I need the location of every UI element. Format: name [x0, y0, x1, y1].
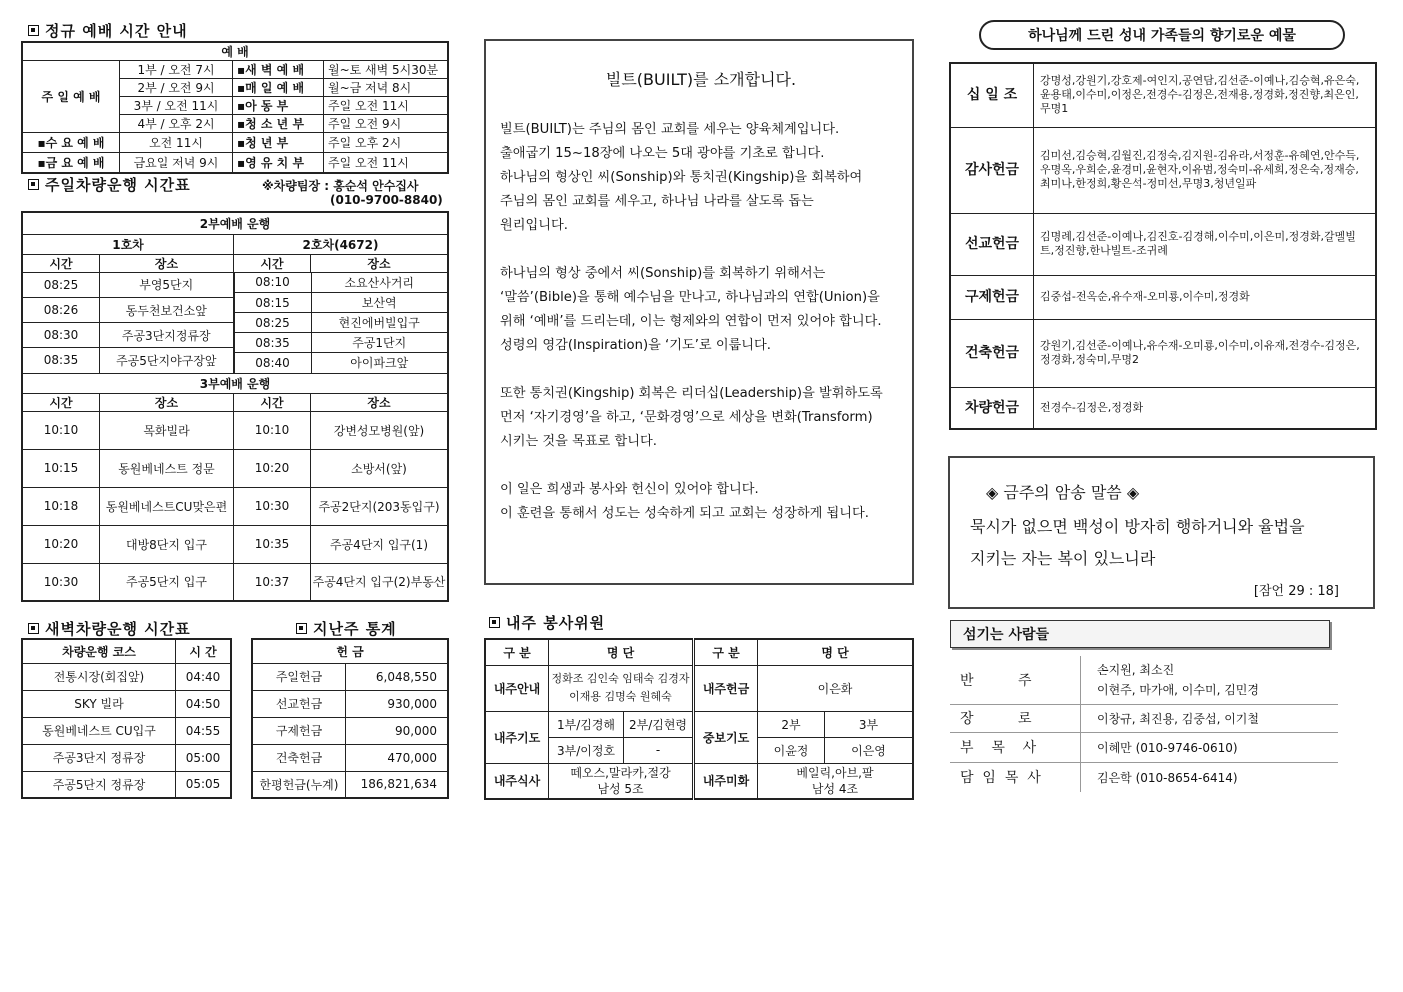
- stats-value: 90,000: [346, 717, 449, 744]
- duty-name: 남성 4조: [811, 781, 859, 796]
- dawn-time: 04:50: [176, 690, 232, 717]
- bus-car1-header: 1호차: [22, 234, 234, 254]
- built-line: 이 훈련을 통해서 성도는 성숙하게 되고 교회는 성장하게 됩니다.: [500, 506, 869, 521]
- bus-time: 08:15: [234, 293, 311, 313]
- servant-role: 장 로: [950, 704, 1081, 732]
- worship-header: 예 배: [22, 42, 448, 61]
- col-names: 명 단: [758, 639, 914, 665]
- col-time: 시간: [22, 254, 100, 272]
- verse-title: ◈ 금주의 암송 말씀 ◈: [986, 483, 1140, 502]
- bus-place: 소요산사거리: [311, 273, 447, 293]
- bus-time: 10:35: [234, 525, 311, 563]
- duty-name: 베일릭,아브,팔: [796, 765, 874, 780]
- bus-time: 10:30: [234, 487, 311, 525]
- bus-place: 아이파크앞: [311, 353, 447, 373]
- bus-place: 현진에버빌입구: [311, 313, 447, 333]
- square-bullet-icon: [489, 617, 500, 628]
- duty-name: -: [624, 737, 694, 763]
- col-place: 장소: [100, 254, 234, 272]
- worship-label: ▪금 요 예 배: [22, 153, 120, 173]
- bus-time: 10:37: [234, 563, 311, 601]
- worship-label: ▪영 유 치 부: [233, 153, 324, 173]
- bus-place: 주공3단지정류장: [100, 323, 234, 348]
- bus-time: 08:35: [234, 333, 311, 353]
- duty-name: 남성 5조: [597, 781, 644, 796]
- worship-time: 4부 / 오후 2시: [120, 115, 233, 133]
- square-bullet-icon: [296, 623, 307, 634]
- built-line: 빌트(BUILT)는 주님의 몸인 교회를 세우는 양육체계입니다.: [500, 122, 840, 137]
- built-line: 위해 ‘예배’를 드리는데, 이는 형제와의 연합이 먼저 있어야 합니다.: [500, 314, 882, 329]
- offering-names: 강원기,김선준-이예나,유수재-오미룡,이수미,이유재,전경수-김정은,정경화,정숙미,무명2: [1034, 319, 1377, 387]
- col-time: 시간: [234, 254, 311, 272]
- stats-header: 헌 금: [252, 639, 448, 663]
- bus-time: 10:20: [22, 525, 100, 563]
- servant-role: 부 목 사: [950, 732, 1081, 762]
- offering-label: 선교헌금: [950, 213, 1034, 275]
- bus-place: 동두천보건소앞: [100, 298, 234, 323]
- dawn-course: 주공3단지 정류장: [22, 744, 176, 771]
- bus-time: 10:30: [22, 563, 100, 601]
- bus-time: 08:30: [23, 323, 100, 348]
- bus-time: 10:10: [234, 411, 311, 449]
- stats-label: 한평헌금(누계): [252, 771, 346, 798]
- worship-time: 금요일 저녁 9시: [120, 153, 233, 173]
- bus-time: 08:26: [23, 298, 100, 323]
- worship-time: 3부 / 오전 11시: [120, 97, 233, 115]
- built-line: 성령의 영감(Inspiration)을 ‘기도’로 이룹니다.: [500, 338, 771, 353]
- bus-time: 10:15: [22, 449, 100, 487]
- verse-box: [948, 456, 1375, 609]
- worship-label: ▪매 일 예 배: [233, 79, 324, 97]
- duty-label: 내주안내: [485, 665, 549, 711]
- bus-place: 목화빌라: [100, 411, 234, 449]
- duty-name: 3부: [825, 711, 914, 737]
- dawn-time: 04:40: [176, 663, 232, 690]
- duty-name: 2부: [758, 711, 825, 737]
- duty-label: 내주기도: [485, 711, 549, 763]
- duty-name: 2부/김현령: [624, 711, 694, 737]
- worship-time: 주일 오후 2시: [324, 133, 449, 153]
- servant-role: 반 주: [950, 656, 1081, 704]
- verse-line: 지키는 자는 복이 있느니라: [970, 549, 1156, 568]
- built-line: 출애굽기 15~18장에 나오는 5대 광야를 기초로 합니다.: [500, 146, 825, 161]
- offering-label: 감사헌금: [950, 127, 1034, 213]
- bus-place: 부영5단지: [100, 273, 234, 298]
- servant-names: 이현주, 마가애, 이수미, 김민경: [1097, 682, 1259, 697]
- stats-value: 6,048,550: [346, 663, 449, 690]
- built-line: 이 일은 희생과 봉사와 헌신이 있어야 합니다.: [500, 482, 759, 497]
- col-place: 장소: [100, 393, 234, 411]
- bus-table: [21, 211, 449, 602]
- col-division: 구 분: [694, 639, 758, 665]
- bus-time: 10:10: [22, 411, 100, 449]
- bus-time: 10:18: [22, 487, 100, 525]
- servant-names: 김은학 (010-8654-6414): [1097, 770, 1238, 785]
- worship-label: ▪수 요 예 배: [22, 133, 120, 153]
- worship-label: ▪청 소 년 부: [233, 115, 324, 133]
- stats-value: 470,000: [346, 744, 449, 771]
- duty-name: 이재용 김명숙 원혜숙: [569, 690, 672, 703]
- verse-reference: [잠언 29 : 18]: [1253, 584, 1339, 599]
- dawn-course: SKY 빌라: [22, 690, 176, 717]
- col-division: 구 분: [485, 639, 549, 665]
- bus-manager: ※차량팀장 : 홍순석 안수집사: [262, 179, 419, 193]
- col-time: 시간: [22, 393, 100, 411]
- offering-names: 김명례,김선준-이예나,김진호-김경해,이수미,이은미,정경화,갈멜빌트,정진향,한나빌트-조귀례: [1034, 213, 1377, 275]
- offering-label: 차량헌금: [950, 387, 1034, 429]
- duty-table: [484, 638, 914, 800]
- bus-time: 08:25: [234, 313, 311, 333]
- built-line: 주님의 몸인 교회를 세우고, 하나님 나라를 살도록 돕는: [500, 194, 814, 209]
- worship-label: ▪새 벽 예 배: [233, 61, 324, 79]
- worship-time: 주일 오전 11시: [324, 97, 449, 115]
- bus-time: 08:40: [234, 353, 311, 373]
- built-line: 시키는 것을 목표로 합니다.: [500, 434, 657, 449]
- stats-section-title: 지난주 통계: [296, 618, 397, 639]
- bus-place: 보산역: [311, 293, 447, 313]
- built-line: 하나님의 형상인 씨(Sonship)와 통치권(Kingship)을 회복하여: [500, 170, 863, 185]
- bus-time: 10:20: [234, 449, 311, 487]
- duty-label: 내주식사: [485, 763, 549, 799]
- built-line: 원리입니다.: [500, 218, 568, 233]
- servant-role: 담 임 목 사: [950, 762, 1081, 792]
- bus-place: 강변성모병원(앞): [311, 411, 449, 449]
- stats-label: 구제헌금: [252, 717, 346, 744]
- offering-names: 김중섭-전옥순,유수재-오미룡,이수미,정경화: [1034, 275, 1377, 319]
- offering-label: 건축헌금: [950, 319, 1034, 387]
- worship-time: 월~토 새벽 5시30분: [324, 61, 449, 79]
- offering-names: 김미선,김승혁,김월진,김정숙,김지원-김유라,서정훈-유혜연,안수득,우명옥,우희순,윤경미,윤현자,이유범,정숙미-유세희,정은숙,정재승,최미나,한정희,황은석-정미선,무명3,청년일파: [1034, 127, 1377, 213]
- stats-label: 건축헌금: [252, 744, 346, 771]
- offerings-table: [949, 62, 1377, 430]
- duty-name: 이은영: [825, 737, 914, 763]
- duty-name: 이윤정: [758, 737, 825, 763]
- col-time: 시 간: [176, 639, 232, 663]
- built-title: 빌트(BUILT)를 소개합니다.: [605, 70, 797, 89]
- bus-place: 대방8단지 입구: [100, 525, 234, 563]
- dawn-course: 주공5단지 정류장: [22, 771, 176, 798]
- bus-place: 소방서(앞): [311, 449, 449, 487]
- stats-label: 주일헌금: [252, 663, 346, 690]
- bus-time: 08:35: [23, 348, 100, 373]
- offering-names: 강명성,강원기,강호제-여인지,공연담,김선준-이예나,김승혁,유은숙,윤용태,이수미,이정은,전경수-김정은,전재용,정경화,정진향,최은인,무명1: [1034, 63, 1377, 127]
- bus-manager-phone: (010-9700-8840): [330, 193, 443, 207]
- worship-time: 주일 오전 9시: [324, 115, 449, 133]
- servants-title: 섬기는 사람들: [950, 620, 1330, 648]
- worship-time: 1부 / 오전 7시: [120, 61, 233, 79]
- square-bullet-icon: [28, 623, 39, 634]
- square-bullet-icon: [28, 25, 39, 36]
- col-names: 명 단: [549, 639, 694, 665]
- duty-label: 내주미화: [694, 763, 758, 799]
- worship-time: 주일 오전 11시: [324, 153, 449, 173]
- servant-names: 이혜만 (010-9746-0610): [1081, 732, 1339, 762]
- duty-name: 이은화: [758, 665, 914, 711]
- bus-place: 주공5단지 입구: [100, 563, 234, 601]
- worship-label: ▪아 동 부: [233, 97, 324, 115]
- bus-3rd-service-title: 3부예배 운행: [22, 373, 448, 393]
- bus-car2-header: 2호차(4672): [234, 234, 449, 254]
- offerings-title: 하나님께 드린 성내 가족들의 향기로운 예물: [979, 20, 1345, 50]
- built-line: 하나님의 형상 중에서 씨(Sonship)를 회복하기 위해서는: [500, 266, 826, 281]
- worship-time: 오전 11시: [120, 133, 233, 153]
- servant-names: 손지원, 최소진: [1097, 662, 1175, 677]
- duty-name: 떼오스,말라카,절강: [570, 765, 671, 780]
- worship-label-sunday: 주 일 예 배: [22, 61, 120, 133]
- duty-section-title: 내주 봉사위원: [489, 612, 605, 633]
- bus-place: 주공4단지 입구(2)부동산: [311, 563, 449, 601]
- bus-place: 주공4단지 입구(1): [311, 525, 449, 563]
- dawn-time: 05:05: [176, 771, 232, 798]
- servant-names: 이창규, 최진용, 김중섭, 이기철: [1081, 704, 1339, 732]
- worship-label: ▪청 년 부: [233, 133, 324, 153]
- bus-place: 주공1단지: [311, 333, 447, 353]
- bus-place: 동원베네스트 정문: [100, 449, 234, 487]
- bus-place: 주공2단지(203동입구): [311, 487, 449, 525]
- stats-value: 930,000: [346, 690, 449, 717]
- offering-names: 전경수-김정은,정경화: [1034, 387, 1377, 429]
- col-place: 장소: [311, 393, 449, 411]
- worship-time: 월~금 저녁 8시: [324, 79, 449, 97]
- verse-line: 묵시가 없으면 백성이 방자히 행하거니와 율법을: [970, 517, 1305, 536]
- built-line: 먼저 ‘자기경영’을 하고, ‘문화경영’으로 세상을 변화(Transform): [500, 410, 873, 425]
- col-course: 차량운행 코스: [22, 639, 176, 663]
- duty-name: 정화조 김인숙 임태숙 김경자: [551, 672, 690, 685]
- bus-2nd-service-title: 2부예배 운행: [22, 212, 448, 234]
- dawn-course: 전통시장(회집앞): [22, 663, 176, 690]
- bus-place: 동원베네스트CU맞은편: [100, 487, 234, 525]
- duty-name: 1부/김경해: [549, 711, 624, 737]
- bus-time: 08:25: [23, 273, 100, 298]
- worship-time: 2부 / 오전 9시: [120, 79, 233, 97]
- worship-section-title: 정규 예배 시간 안내: [28, 20, 188, 41]
- bus-section-title: 주일차량운행 시간표: [28, 174, 191, 195]
- duty-label: 내주헌금: [694, 665, 758, 711]
- col-place: 장소: [311, 254, 449, 272]
- dawn-time: 05:00: [176, 744, 232, 771]
- dawn-time: 04:55: [176, 717, 232, 744]
- stats-label: 선교헌금: [252, 690, 346, 717]
- worship-table: [21, 41, 449, 174]
- duty-label: 중보기도: [694, 711, 758, 763]
- dawn-section-title: 새벽차량운행 시간표: [28, 618, 191, 639]
- square-bullet-icon: [28, 179, 39, 190]
- offering-label: 구제헌금: [950, 275, 1034, 319]
- dawn-table: [21, 638, 232, 799]
- built-line: 또한 통치권(Kingship) 회복은 리더십(Leadership)을 발휘하도록: [500, 386, 883, 401]
- col-time: 시간: [234, 393, 311, 411]
- stats-value: 186,821,634: [346, 771, 449, 798]
- built-line: ‘말씀’(Bible)을 통해 예수님을 만나고, 하나님과의 연합(Union)을: [500, 290, 880, 305]
- stats-table: [251, 638, 449, 799]
- duty-name: 3부/이정호: [549, 737, 624, 763]
- built-intro-box: [484, 39, 914, 585]
- offering-label: 십 일 조: [950, 63, 1034, 127]
- dawn-course: 동원베네스트 CU입구: [22, 717, 176, 744]
- bus-time: 08:10: [234, 273, 311, 293]
- servants-table: [950, 656, 1338, 792]
- bus-place: 주공5단지야구장앞: [100, 348, 234, 373]
